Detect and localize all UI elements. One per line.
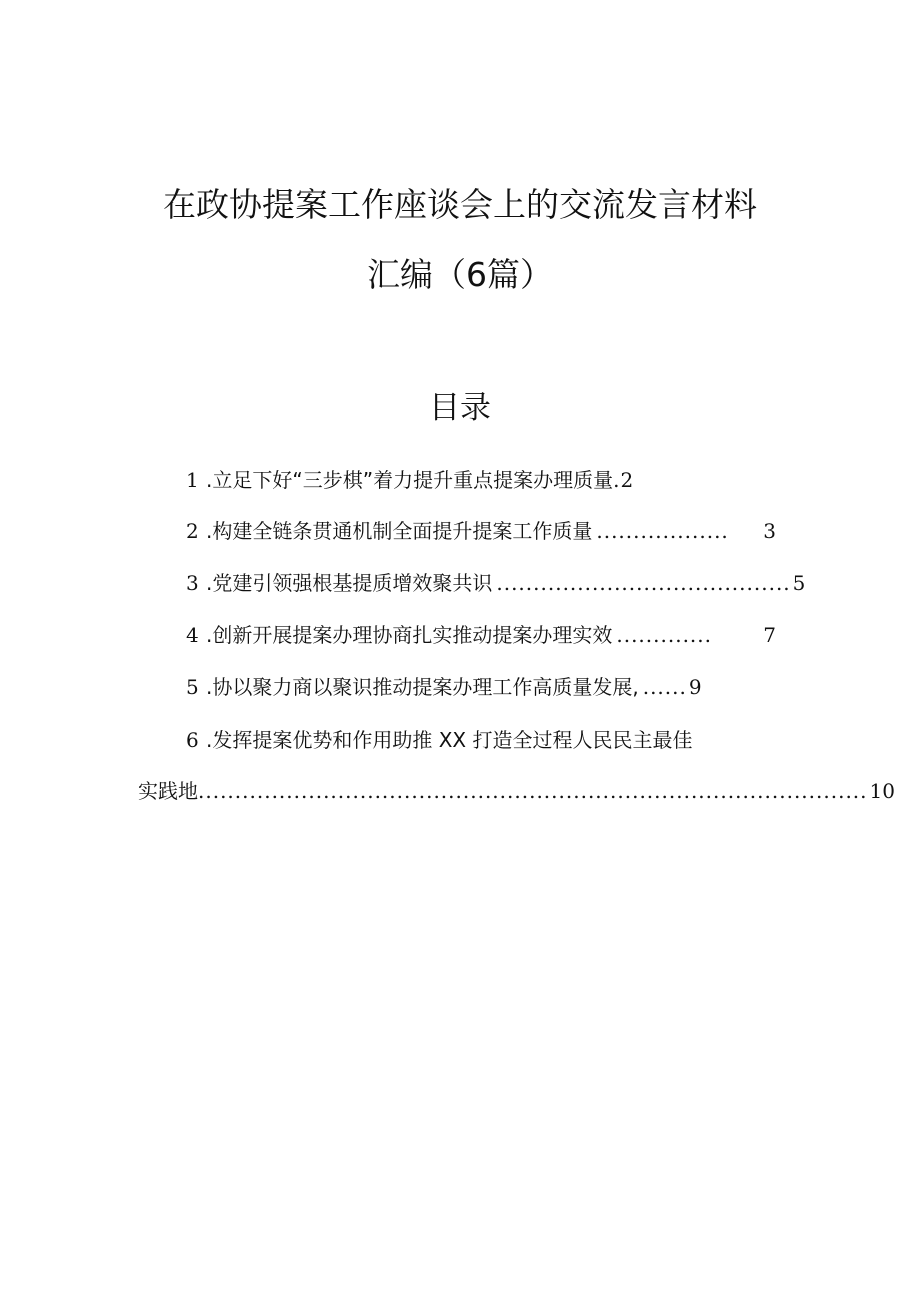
toc-entry-3[interactable] <box>186 568 806 598</box>
toc-entry-leader: ............. <box>616 623 713 647</box>
toc-entry-number: 6 <box>186 728 199 752</box>
toc-entry-leader: .................. <box>596 519 729 543</box>
toc-entry-page: 5 <box>792 571 806 595</box>
toc-entry-title: .协以聚力商以聚识推动提案办理工作高质量发展, <box>206 675 639 699</box>
toc-entry-title-continued: 实践地 <box>138 779 198 803</box>
toc-entry-leader: . <box>613 468 621 492</box>
toc-entry-title: .立足下好“三步棋”着力提升重点提案办理质量 <box>206 468 614 492</box>
toc-entry-6[interactable] <box>186 725 786 755</box>
toc-entry-number: 4 <box>186 623 199 647</box>
document-title-line-2: 汇编（6篇） <box>367 255 553 294</box>
toc-entry-title: .党建引领强根基提质增效聚共识 <box>206 571 493 595</box>
toc-entry-number: 1 <box>186 468 199 492</box>
toc-entry-1[interactable] <box>186 465 726 495</box>
toc-entry-title: .构建全链条贯通机制全面提升提案工作质量 <box>206 519 593 543</box>
toc-entry-leader: ...... <box>642 675 687 699</box>
toc-entry-leader: ........................................................................................... <box>198 779 868 803</box>
toc-entry-number: 5 <box>186 675 199 699</box>
toc-entry-4[interactable] <box>186 620 776 650</box>
toc-heading: 目录 <box>429 390 491 426</box>
toc-entry-2[interactable] <box>186 516 776 546</box>
toc-entry-6-continuation[interactable] <box>138 776 895 806</box>
toc-entry-5[interactable] <box>186 672 776 702</box>
toc-entry-title: .发挥提案优势和作用助推 XX 打造全过程人民民主最佳 <box>206 728 693 752</box>
toc-entry-page: 3 <box>763 519 776 543</box>
toc-entry-page: 9 <box>688 675 702 699</box>
toc-entry-page: 2 <box>620 468 634 492</box>
toc-entry-number: 3 <box>186 571 199 595</box>
toc-entry-page: 10 <box>869 779 895 803</box>
toc-entry-leader: ........................................ <box>496 571 791 595</box>
toc-entry-page: 7 <box>763 623 776 647</box>
toc-entry-number: 2 <box>186 519 199 543</box>
toc-entry-title: .创新开展提案办理协商扎实推动提案办理实效 <box>206 623 613 647</box>
document-title-line-1: 在政协提案工作座谈会上的交流发言材料 <box>163 185 757 224</box>
